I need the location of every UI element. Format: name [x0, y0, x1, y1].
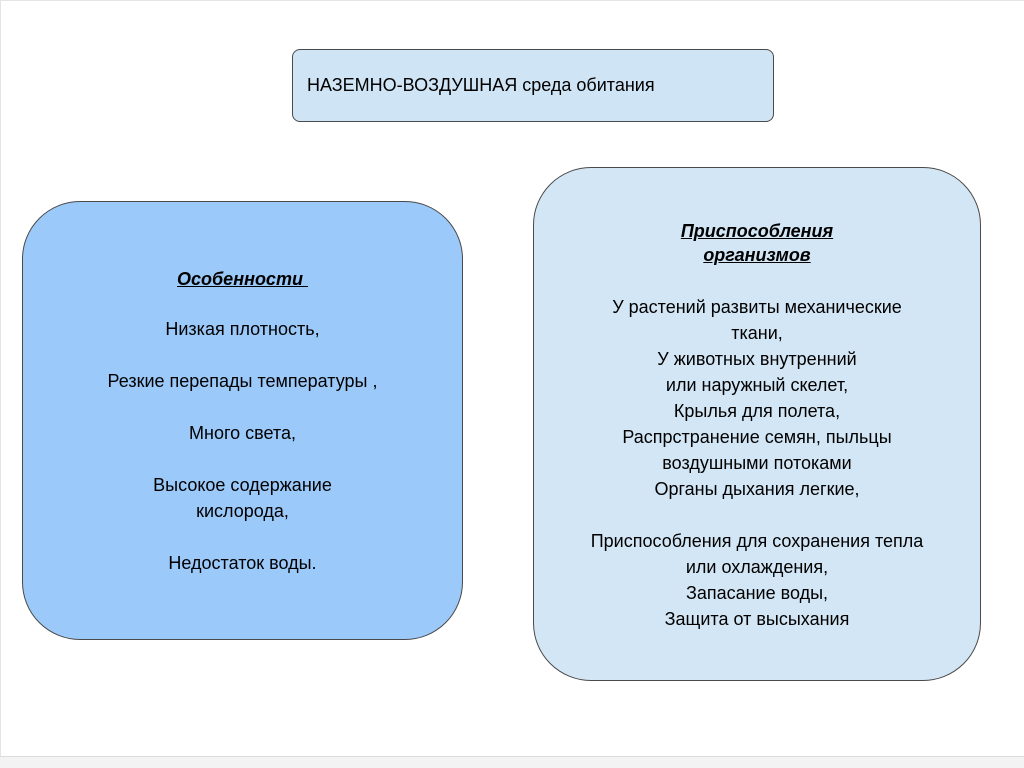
adaptations-heading-line: организмов [703, 245, 811, 265]
adaptation-line: Распрстранение семян, пыльцы [622, 427, 892, 447]
adaptations-list [533, 294, 981, 632]
slide-frame-top [0, 0, 1024, 1]
feature-line: Низкая плотность, [165, 319, 320, 339]
feature-item [22, 316, 463, 342]
adaptation-line: ткани, [731, 323, 783, 343]
adaptations-heading-line: Приспособления [680, 221, 834, 241]
adaptation-line: Органы дыхания легкие, [654, 479, 860, 499]
feature-line: Резкие перепады температуры , [107, 371, 378, 391]
adaptation-line: У растений развиты механические [612, 297, 902, 317]
adaptation-line: Защита от высыхания [664, 609, 850, 629]
feature-item [22, 472, 463, 524]
paragraph-gap [533, 502, 981, 528]
adaptation-line: Запасание воды, [685, 583, 829, 603]
features-heading [22, 267, 463, 291]
adaptation-line: или охлаждения, [685, 557, 829, 577]
title-box [292, 49, 774, 122]
features-heading-text: Особенности [177, 269, 308, 289]
adaptations-heading [533, 219, 981, 267]
feature-item [22, 420, 463, 446]
features-list [22, 316, 463, 576]
adaptation-line: У животных внутренний [657, 349, 857, 369]
feature-line: Высокое содержание [153, 475, 332, 495]
adaptation-line: Крылья для полета, [673, 401, 841, 421]
adaptation-line: или наружный скелет, [665, 375, 849, 395]
slide-frame-bottom [0, 756, 1024, 768]
feature-line: Недостаток воды. [168, 553, 317, 573]
adaptation-line: воздушными потоками [662, 453, 852, 473]
feature-line: Много света, [189, 423, 296, 443]
feature-line: кислорода, [196, 501, 289, 521]
feature-item [22, 368, 463, 394]
title-text: НАЗЕМНО-ВОЗДУШНАЯ среда обитания [307, 75, 655, 95]
feature-item [22, 550, 463, 576]
adaptation-line: Приспособления для сохранения тепла [590, 531, 924, 551]
slide-frame-left [0, 0, 1, 767]
